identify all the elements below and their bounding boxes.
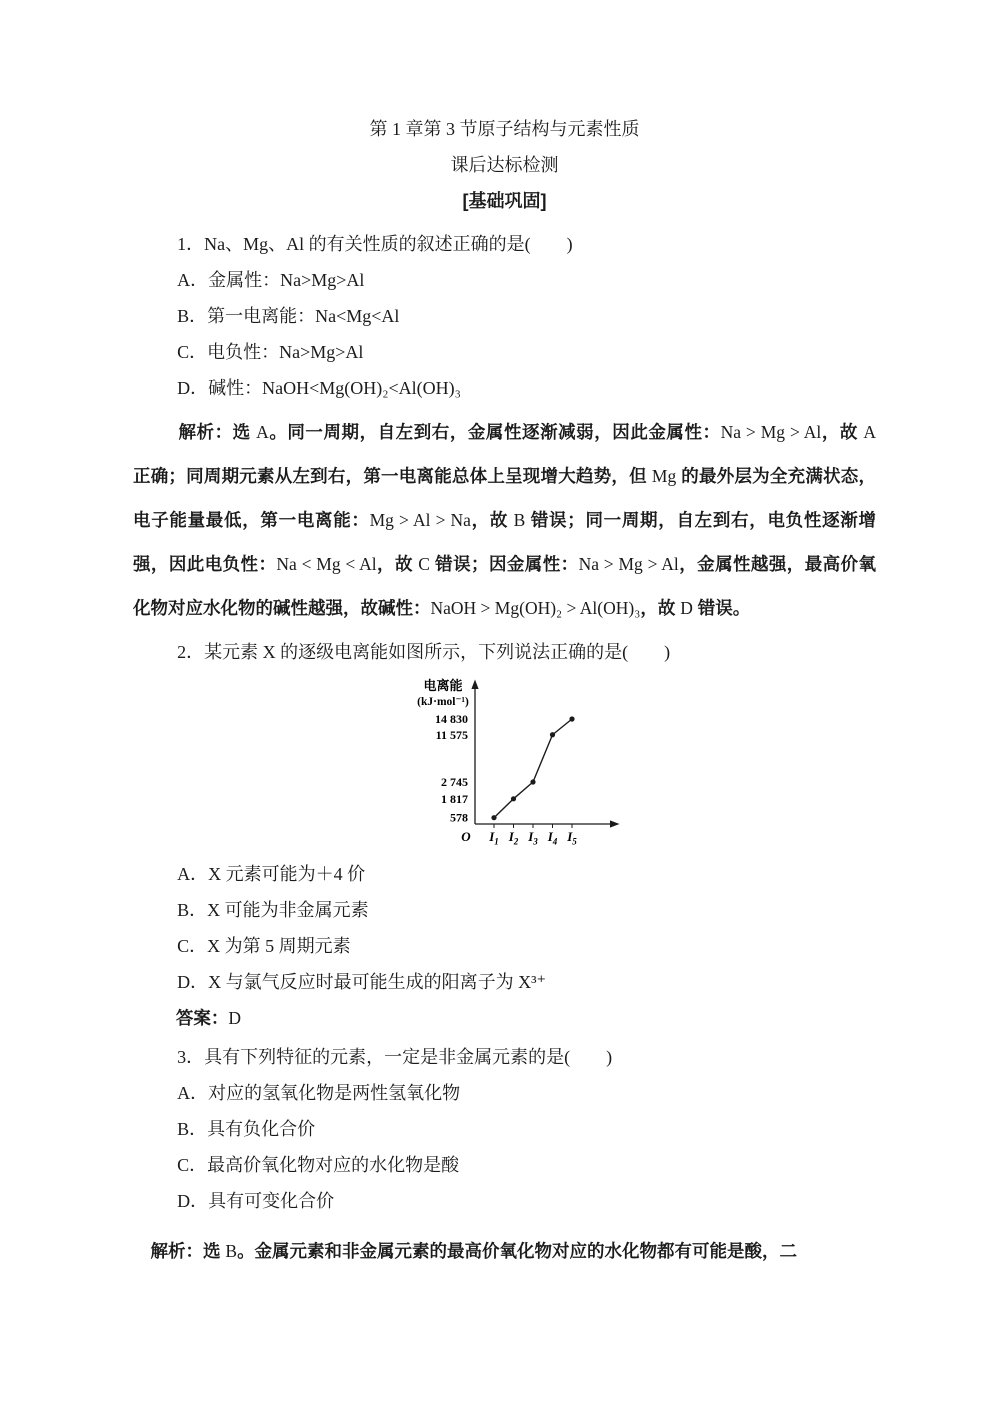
question-1-option-d: D．碱性：NaOH<Mg(OH)₂<Al(OH)₃	[177, 378, 461, 398]
question-1-option-a: A．金属性：Na>Mg>Al	[177, 270, 365, 290]
section-tag: [基础巩固]	[462, 191, 547, 211]
question-3-stem: 3．具有下列特征的元素，一定是非金属元素的是( )	[177, 1047, 613, 1067]
svg-text:I2: $I_2$	[508, 829, 519, 847]
question-2-option-c: C．X 为第 5 周期元素	[177, 936, 351, 956]
question-2-answer: 答案：D	[175, 1008, 242, 1028]
svg-text:(kJ·mol⁻¹): (kJ·mol⁻¹)	[417, 696, 469, 708]
question-2-option-a: A．X 元素可能为＋4 价	[177, 864, 366, 884]
question-2-option-d: D．X 与氯气反应时最可能生成的阳离子为 X³⁺	[177, 972, 546, 992]
ionization-chart	[405, 674, 655, 854]
question-3-analysis: 解析：选 B。金属元素和非金属元素的最高价氧化物对应的水化物都有可能是酸，二	[150, 1241, 798, 1261]
svg-text:11 575: 11 575	[435, 727, 468, 742]
svg-text:1 817: 1 817	[441, 791, 468, 806]
svg-text:I1: $I_1$	[489, 829, 499, 847]
question-1-option-c: C．电负性：Na>Mg>Al	[177, 342, 364, 362]
question-1-stem: 1．Na、Mg、Al 的有关性质的叙述正确的是( )	[177, 234, 573, 254]
svg-text:578: 578	[450, 810, 468, 825]
svg-text:O: O	[461, 829, 471, 844]
svg-text:I4: $I_4$	[547, 829, 558, 847]
svg-text:I3: $I_3$	[528, 829, 538, 847]
svg-text:2 745: 2 745	[441, 775, 468, 789]
question-3-option-a: A．对应的氢氧化物是两性氢氧化物	[177, 1083, 461, 1103]
question-3-option-c: C．最高价氧化物对应的水化物是酸	[177, 1155, 460, 1175]
svg-text:电离能: 电离能	[423, 678, 463, 693]
svg-text:14 830: 14 830	[435, 712, 468, 726]
doc-subtitle: 课后达标检测	[450, 155, 559, 175]
question-1-analysis: 解析：选 A。同一周期，自左到右，金属性逐渐减弱，因此金属性：Na > Mg > Al，故 A 正确；同周期元素从左到右，第一电离能总体上呈现增大趋势，但 Mg 的最外层为全充满状态，电子能量最低，第一电离能：Mg > Al > Na，故 B 错误；同一周期，自左到右，电负性逐渐增强，因此电负性：Na < Mg < Al，故 C 错误；因金属性：Na > Mg > Al，金属性越强，最高价氧化物对应水化物的碱性越强，故碱性：NaOH > Mg(OH)₂ > Al(OH)₃，故 D 错误。	[133, 422, 876, 618]
question-1-option-b: B．第一电离能：Na<Mg<Al	[177, 306, 400, 326]
question-2-option-b: B．X 可能为非金属元素	[177, 900, 369, 920]
document-header	[133, 116, 876, 214]
svg-text:I5: $I_5$	[567, 829, 577, 847]
question-3-option-b: B．具有负化合价	[177, 1119, 316, 1139]
question-3-option-d: D．具有可变化合价	[177, 1191, 335, 1211]
ionization-energy-figure	[405, 674, 655, 854]
doc-title: 第 1 章第 3 节原子结构与元素性质	[369, 119, 640, 139]
question-2-stem: 2．某元素 X 的逐级电离能如图所示，下列说法正确的是( )	[177, 642, 671, 662]
